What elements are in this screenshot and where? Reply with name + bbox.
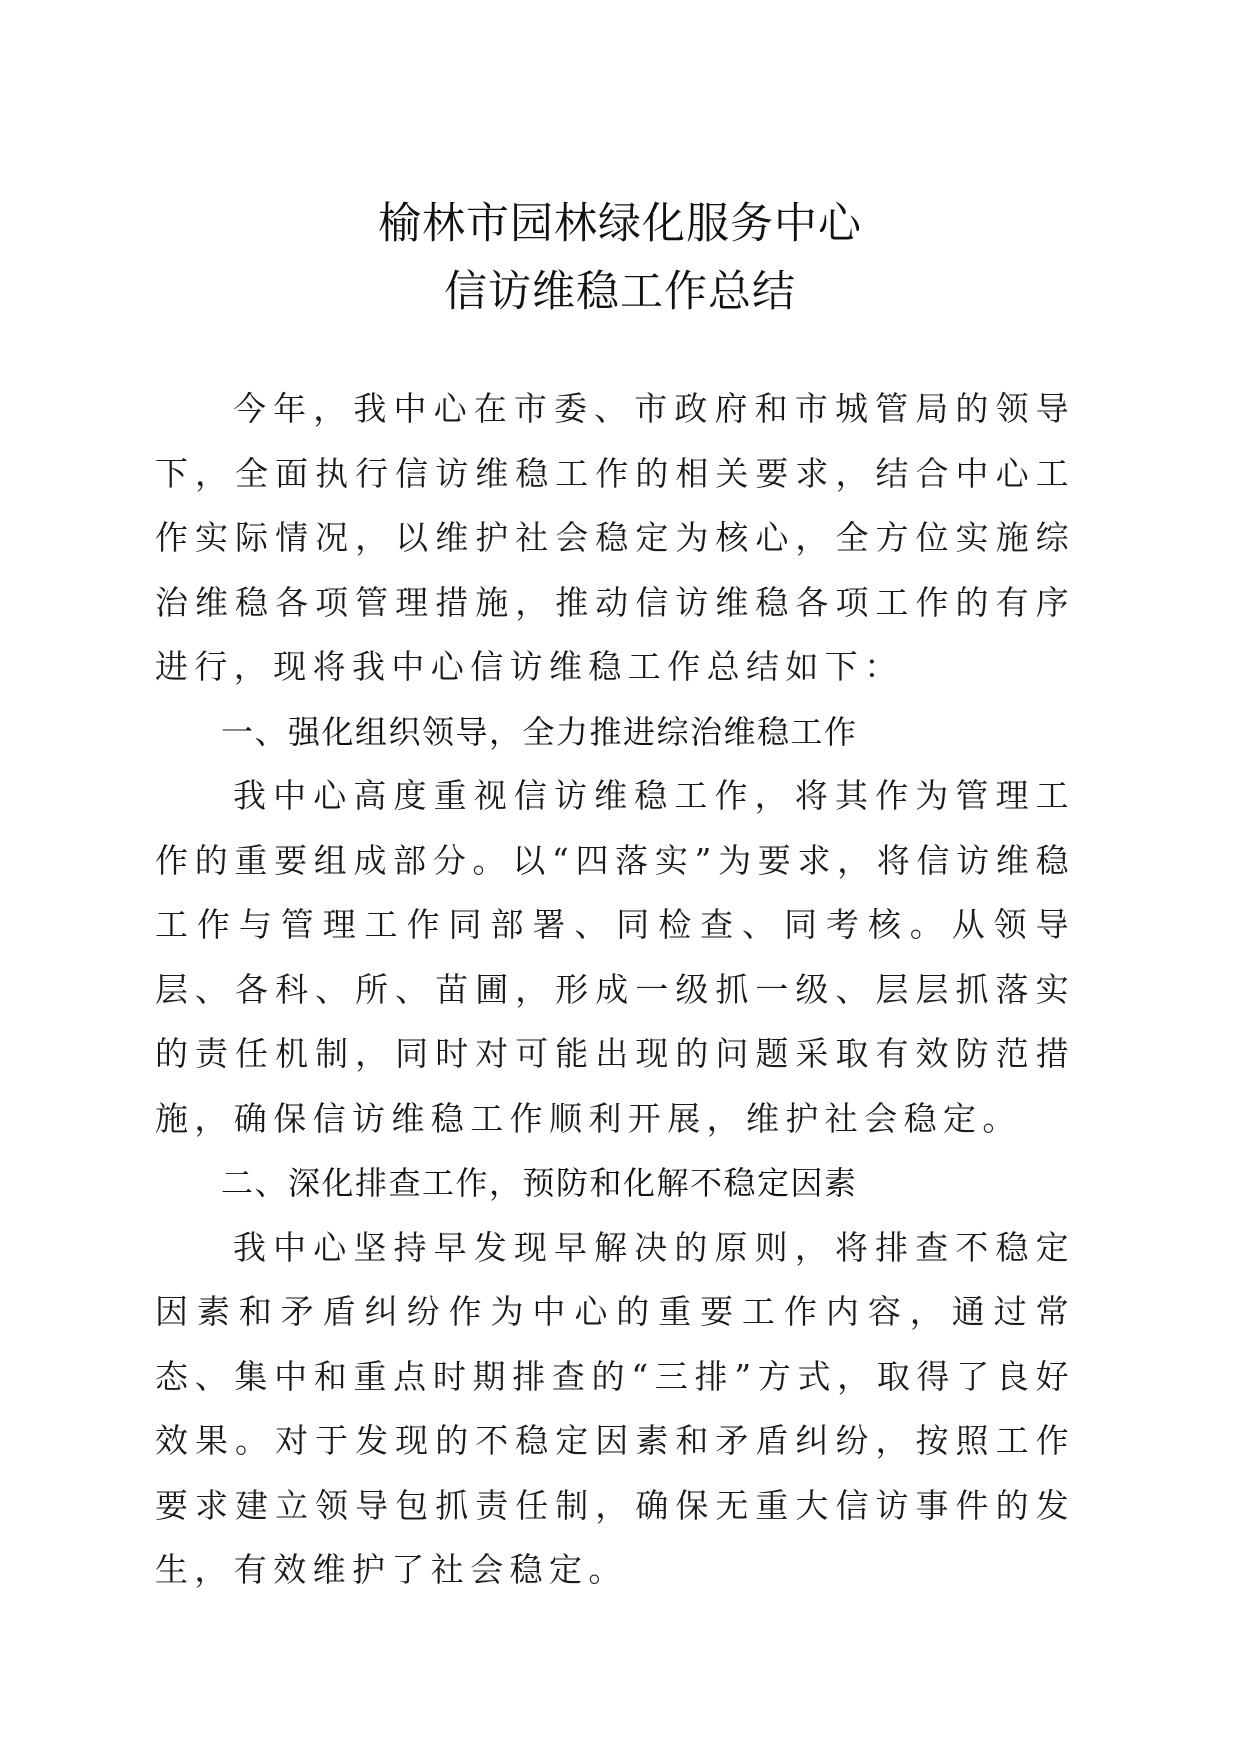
intro-paragraph: 今年，我中心在市委、市政府和市城管局的领导下，全面执行信访维稳工作的相关要求，结合中心工作实际情况，以维护社会稳定为核心，全方位实施综治维稳各项管理措施，推动信访维稳各项工作的有序进行，现将我中心信访维稳工作总结如下： (155, 389, 1075, 686)
section-2-paragraph: 我中心坚持早发现早解决的原则，将排查不稳定因素和矛盾纠纷作为中心的重要工作内容，通过常态、集中和重点时期排查的“三排”方式，取得了良好效果。对于发现的不稳定因素和矛盾纠纷，按照工作要求建立领导包抓责任制，确保无重大信访事件的发生，有效维护了社会稳定。 (155, 1227, 1075, 1589)
document-body (155, 377, 1075, 1603)
section-2-heading: 二、深化排查工作，预防和化解不稳定因素 (221, 1164, 858, 1202)
section-1-paragraph: 我中心高度重视信访维稳工作，将其作为管理工作的重要组成部分。以“四落实”为要求，将信访维稳工作与管理工作同部署、同检查、同考核。从领导层、各科、所、苗圃，形成一级抓一级、层层抓落实的责任机制，同时对可能出现的问题采取有效防范措施，确保信访维稳工作顺利开展，维护社会稳定。 (155, 776, 1075, 1138)
document-title (0, 190, 1240, 326)
title-line-1: 榆林市园林绿化服务中心 (378, 199, 862, 249)
section-1-heading: 一、强化组织领导，全力推进综治维稳工作 (221, 712, 858, 751)
title-line-2: 信访维稳工作总结 (444, 267, 796, 317)
